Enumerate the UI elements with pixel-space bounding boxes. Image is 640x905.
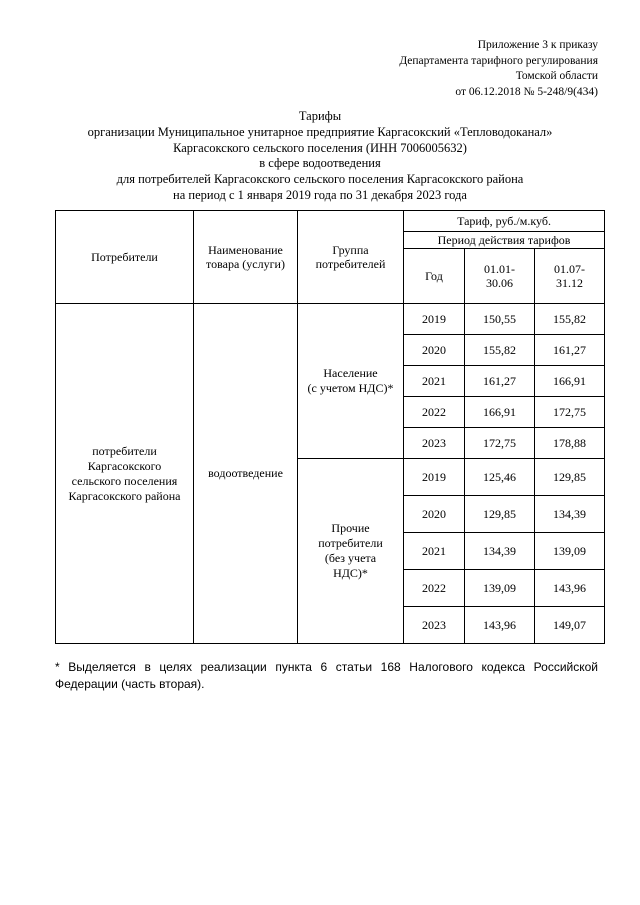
title-line: Тарифы (298, 109, 342, 123)
header-line: Департамента тарифного регулирования (399, 54, 598, 67)
year-cell: 2023 (404, 428, 465, 459)
tariff-second-half-cell: 134,39 (535, 496, 605, 533)
tariff-first-half-cell: 125,46 (465, 459, 535, 496)
tariff-second-half-cell: 178,88 (535, 428, 605, 459)
tariff-first-half-cell: 139,09 (465, 570, 535, 607)
tariff-second-half-cell: 155,82 (535, 304, 605, 335)
tariff-first-half-cell: 143,96 (465, 607, 535, 644)
year-cell: 2022 (404, 570, 465, 607)
title-line: организации Муниципальное унитарное предприятие Каргасокский «Тепловодоканал» (87, 124, 553, 139)
header-period: Период действия тарифов (404, 232, 605, 249)
header-tariff: Тариф, руб./м.куб. (404, 211, 605, 232)
title-line: для потребителей Каргасокского сельского поселения Каргасокского района (116, 172, 524, 187)
tariff-second-half-cell: 143,96 (535, 570, 605, 607)
tariff-second-half-cell: 161,27 (535, 335, 605, 366)
header-line: от 06.12.2018 № 5-248/9(434) (455, 85, 598, 98)
tariff-first-half-cell: 155,82 (465, 335, 535, 366)
group-cell: Прочие потребители (без учета НДС)* (298, 459, 404, 644)
tariff-first-half-cell: 166,91 (465, 397, 535, 428)
consumers-cell: потребители Каргасокского сельского поселения Каргасокского района (56, 304, 194, 644)
tariff-first-half-cell: 150,55 (465, 304, 535, 335)
tariff-first-half-cell: 161,27 (465, 366, 535, 397)
tariff-second-half-cell: 139,09 (535, 533, 605, 570)
header-consumers: Потребители (56, 211, 194, 304)
tariff-first-half-cell: 129,85 (465, 496, 535, 533)
tariff-table (55, 210, 605, 644)
order-reference (399, 38, 598, 100)
year-cell: 2020 (404, 335, 465, 366)
header-year: Год (404, 249, 465, 304)
tariff-second-half-cell: 149,07 (535, 607, 605, 644)
year-cell: 2023 (404, 607, 465, 644)
header-second-half: 01.07- 31.12 (535, 249, 605, 304)
header-first-half: 01.01- 30.06 (465, 249, 535, 304)
title-line: на период с 1 января 2019 года по 31 декабря 2023 года (173, 187, 467, 202)
year-cell: 2019 (404, 459, 465, 496)
service-cell: водоотведение (194, 304, 298, 644)
tariff-second-half-cell: 129,85 (535, 459, 605, 496)
year-cell: 2019 (404, 304, 465, 335)
header-group: Группа потребителей (298, 211, 404, 304)
table-row (56, 304, 605, 335)
tariff-second-half-cell: 172,75 (535, 397, 605, 428)
year-cell: 2022 (404, 397, 465, 428)
year-cell: 2020 (404, 496, 465, 533)
group-cell: Население (с учетом НДС)* (298, 304, 404, 459)
tariff-first-half-cell: 172,75 (465, 428, 535, 459)
document-title (40, 109, 600, 204)
header-line: Приложение 3 к приказу (477, 39, 598, 51)
header-line: Томской области (515, 70, 598, 82)
year-cell: 2021 (404, 366, 465, 397)
tariff-second-half-cell: 166,91 (535, 366, 605, 397)
title-line: Каргасокского сельского поселения (ИНН 7006005632) (173, 140, 467, 155)
header-service-name: Наименование товара (услуги) (194, 211, 298, 304)
footnote: * Выделяется в целях реализации пункта 6 статьи 168 Налогового кодекса Российской Федерации (часть вторая). (55, 660, 598, 691)
tariff-first-half-cell: 134,39 (465, 533, 535, 570)
year-cell: 2021 (404, 533, 465, 570)
title-line: в сфере водоотведения (259, 156, 381, 171)
